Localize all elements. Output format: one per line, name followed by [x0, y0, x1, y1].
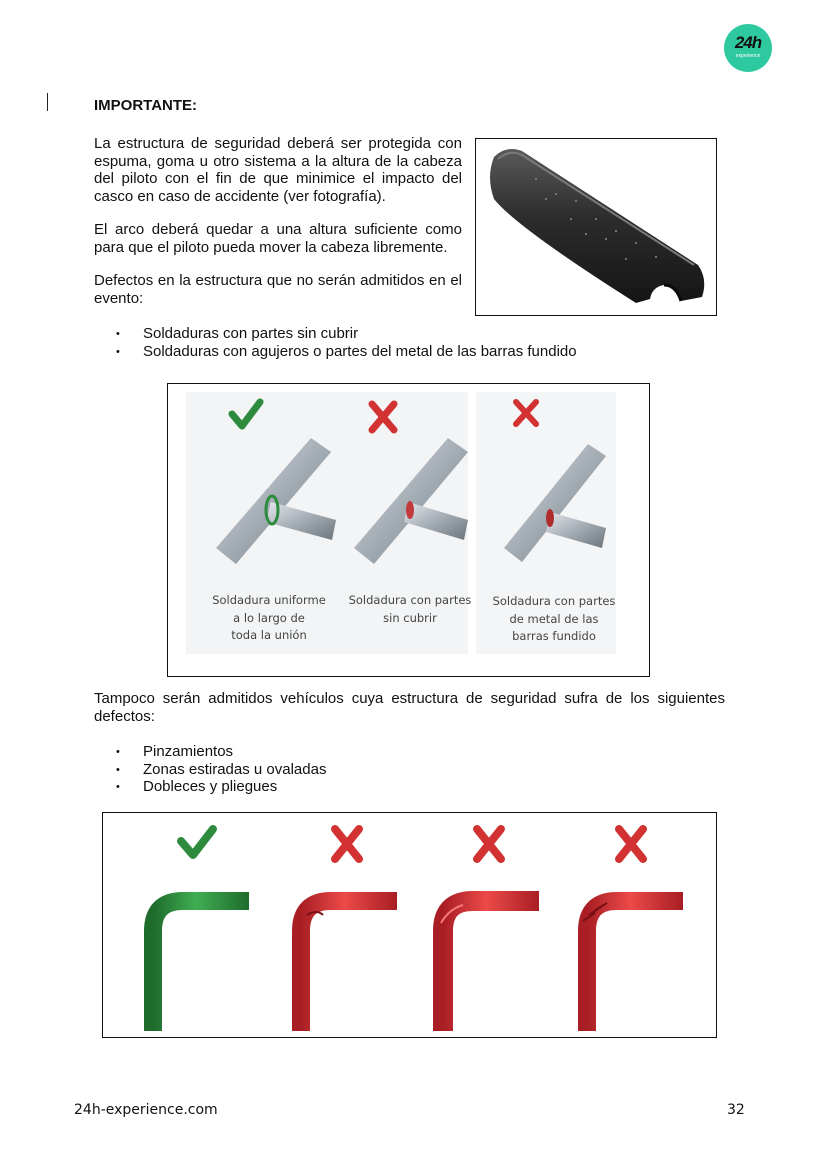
pinched-bend-tube	[301, 901, 397, 1031]
paragraph-defects-intro: Defectos en la estructura que no serán admitidos en el evento:	[94, 272, 462, 307]
bend-illustration	[102, 812, 717, 1038]
logo-subtext: experience	[735, 53, 761, 59]
list-item: • Pinzamientos	[116, 743, 326, 761]
footer-site: 24h-experience.com	[74, 1102, 218, 1118]
bend-defects-list	[116, 743, 326, 796]
page-number: 32	[727, 1102, 745, 1118]
change-bar	[47, 93, 48, 111]
paragraph-height: El arco deberá quedar a una altura suficiente como para que el piloto pueda mover la cabeza libremente.	[94, 221, 462, 256]
weld-caption-line: toda la unión	[231, 628, 307, 642]
weld-caption-line: barras fundido	[512, 629, 596, 643]
brand-logo	[724, 24, 772, 72]
weld-caption-line: de metal de las	[509, 611, 599, 626]
ovalized-x-icon	[477, 829, 501, 859]
logo-text: 24h	[734, 33, 762, 52]
ok-check-icon	[181, 829, 213, 855]
weld-caption-line: a lo largo de	[233, 610, 305, 625]
list-item: • Soldaduras con agujeros o partes del metal de las barras fundido	[116, 343, 577, 361]
paragraph-protection: La estructura de seguridad deberá ser protegida con espuma, goma u otro sistema a la altura de la cabeza del piloto con el fin de que minimice el impacto del casco en caso de accidente (ver fotografía).	[94, 135, 462, 205]
foam-padding-photo	[475, 138, 717, 316]
weld-defects-list	[116, 325, 577, 360]
paragraph-also-not-admitted: Tampoco serán admitidos vehículos cuya estructura de seguridad sufra de los siguientes defectos:	[94, 690, 725, 725]
weld-caption-line: Soldadura uniforme	[212, 593, 326, 607]
weld-caption-line: Soldadura con partes	[492, 594, 616, 608]
pinch-x-icon	[335, 829, 359, 859]
wrinkled-bend-tube	[587, 901, 683, 1031]
list-item: • Dobleces y pliegues	[116, 778, 326, 796]
wrinkle-x-icon	[619, 829, 643, 859]
list-item: • Soldaduras con partes sin cubrir	[116, 325, 577, 343]
ovalized-bend-tube	[443, 901, 539, 1031]
section-heading: IMPORTANTE:	[94, 97, 198, 114]
weld-illustration	[167, 383, 650, 677]
weld-caption-line: Soldadura con partes	[348, 593, 472, 607]
list-item: • Zonas estiradas u ovaladas	[116, 761, 326, 779]
correct-bend-tube	[153, 901, 249, 1031]
weld-caption-line: sin cubrir	[383, 610, 437, 625]
